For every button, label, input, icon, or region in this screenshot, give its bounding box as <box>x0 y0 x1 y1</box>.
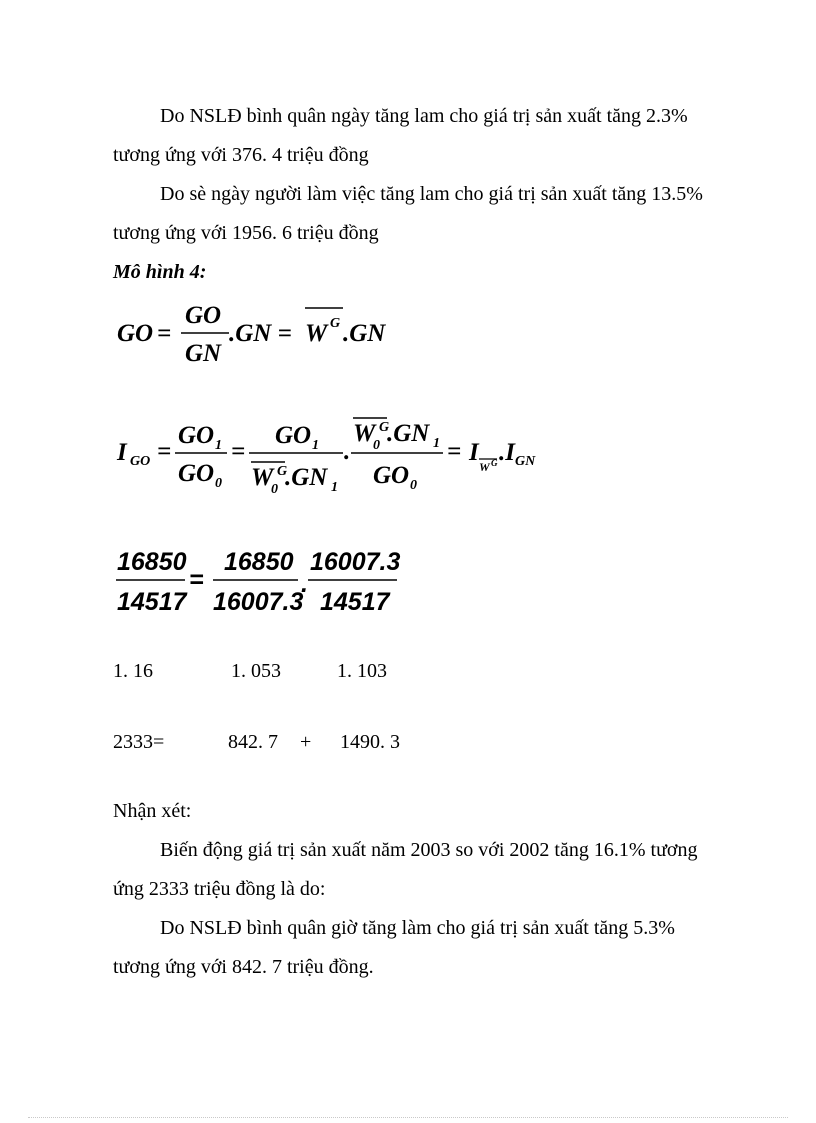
formula2-f2-den-w-sub: 0 <box>271 482 278 497</box>
sum-operator: + <box>300 731 312 753</box>
formula2-equals-2: = <box>231 438 246 465</box>
formula3-f3-num: 16007.3 <box>310 548 401 576</box>
formula3-f1-num: 16850 <box>117 548 187 576</box>
paragraph-2-line-2: tương ứng với 1956. 6 triệu đồng <box>113 222 379 244</box>
formula3-f2-den: 16007.3 <box>213 588 304 616</box>
paragraph-1-line-2: tương ứng với 376. 4 triệu đồng <box>113 144 369 166</box>
index-value-3: 1. 103 <box>337 660 387 682</box>
formula2-f1-den-sub: 0 <box>215 476 222 491</box>
formula2-f1-num: GO <box>178 422 215 449</box>
formula-index-decomposition <box>113 405 553 505</box>
paragraph-1-line-1: Do NSLĐ bình quân ngày tăng lam cho giá trị sản xuất tăng 2.3% <box>160 105 688 127</box>
formula2-f3-den-sub: 0 <box>410 478 417 493</box>
index-value-1: 1. 16 <box>113 660 153 682</box>
sum-total: 2333= <box>113 731 165 753</box>
formula3-f3-den: 14517 <box>320 588 390 616</box>
paragraph-3-line-1: Biến động giá trị sản xuất năm 2003 so với 2002 tăng 16.1% tương <box>160 839 698 861</box>
formula1-equals: = <box>157 320 172 347</box>
formula2-I: I <box>117 439 127 466</box>
formula1-lhs: GO <box>117 320 154 347</box>
formula3-f1-den: 14517 <box>117 588 187 616</box>
formula2-f2-den-w: W <box>251 464 274 491</box>
formula3-equals: = <box>189 566 204 594</box>
formula2-dot: . <box>344 438 351 465</box>
formula2-rhs-I1: I <box>469 439 479 466</box>
remark-heading: Nhận xét: <box>113 800 192 822</box>
formula2-rhs-I1-sub-sup: G <box>491 458 498 468</box>
sum-part-1: 842. 7 <box>228 731 278 753</box>
formula2-f2-den-w-sup: G <box>277 464 288 479</box>
formula2-f1-num-sub: 1 <box>215 438 222 453</box>
formula2-equals-1: = <box>157 438 172 465</box>
model-heading: Mô hình 4: <box>113 261 207 283</box>
index-value-2: 1. 053 <box>231 660 281 682</box>
formula3-dot: . <box>301 570 308 598</box>
formula2-f2-num-sub: 1 <box>312 438 319 453</box>
paragraph-4-line-2: tương ứng với 842. 7 triệu đồng. <box>113 956 374 978</box>
formula2-f3-num-tail-sub: 1 <box>433 436 440 451</box>
formula2-equals-3: = <box>447 438 462 465</box>
formula2-f3-num-w-sup: G <box>379 420 390 435</box>
formula2-rhs-I2-sub: GN <box>515 454 536 469</box>
formula1-tail: .GN <box>343 320 386 347</box>
paragraph-2-line-1: Do sè ngày người làm việc tăng lam cho giá trị sản xuất tăng 13.5% <box>160 183 703 205</box>
formula2-rhs-I2: .I <box>499 439 515 466</box>
formula-model-4 <box>113 295 413 380</box>
formula2-f3-num-tail: .GN <box>387 420 430 447</box>
formula2-rhs-I1-sub: W <box>479 460 490 474</box>
formula3-f2-num: 16850 <box>224 548 294 576</box>
formula1-denominator: GN <box>185 340 222 367</box>
formula2-f3-num-w: W <box>353 420 376 447</box>
formula2-f3-num-w-sub: 0 <box>373 438 380 453</box>
page-footer-divider <box>28 1117 788 1118</box>
formula2-I-sub: GO <box>130 454 151 469</box>
formula1-w-sup: G <box>330 316 341 331</box>
formula1-w: W <box>305 320 328 347</box>
formula1-numerator: GO <box>185 302 222 329</box>
sum-part-2: 1490. 3 <box>340 731 400 753</box>
paragraph-3-line-2: ứng 2333 triệu đồng là do: <box>113 878 326 900</box>
formula1-mid: .GN = <box>229 320 292 347</box>
formula2-f1-den: GO <box>178 460 215 487</box>
formula2-f2-den-tail: .GN <box>285 464 328 491</box>
paragraph-4-line-1: Do NSLĐ bình quân giờ tăng làm cho giá trị sản xuất tăng 5.3% <box>160 917 675 939</box>
formula-numeric <box>113 540 413 625</box>
formula2-f2-den-tail-sub: 1 <box>331 480 338 495</box>
formula2-f3-den: GO <box>373 462 410 489</box>
formula2-f2-num: GO <box>275 422 312 449</box>
